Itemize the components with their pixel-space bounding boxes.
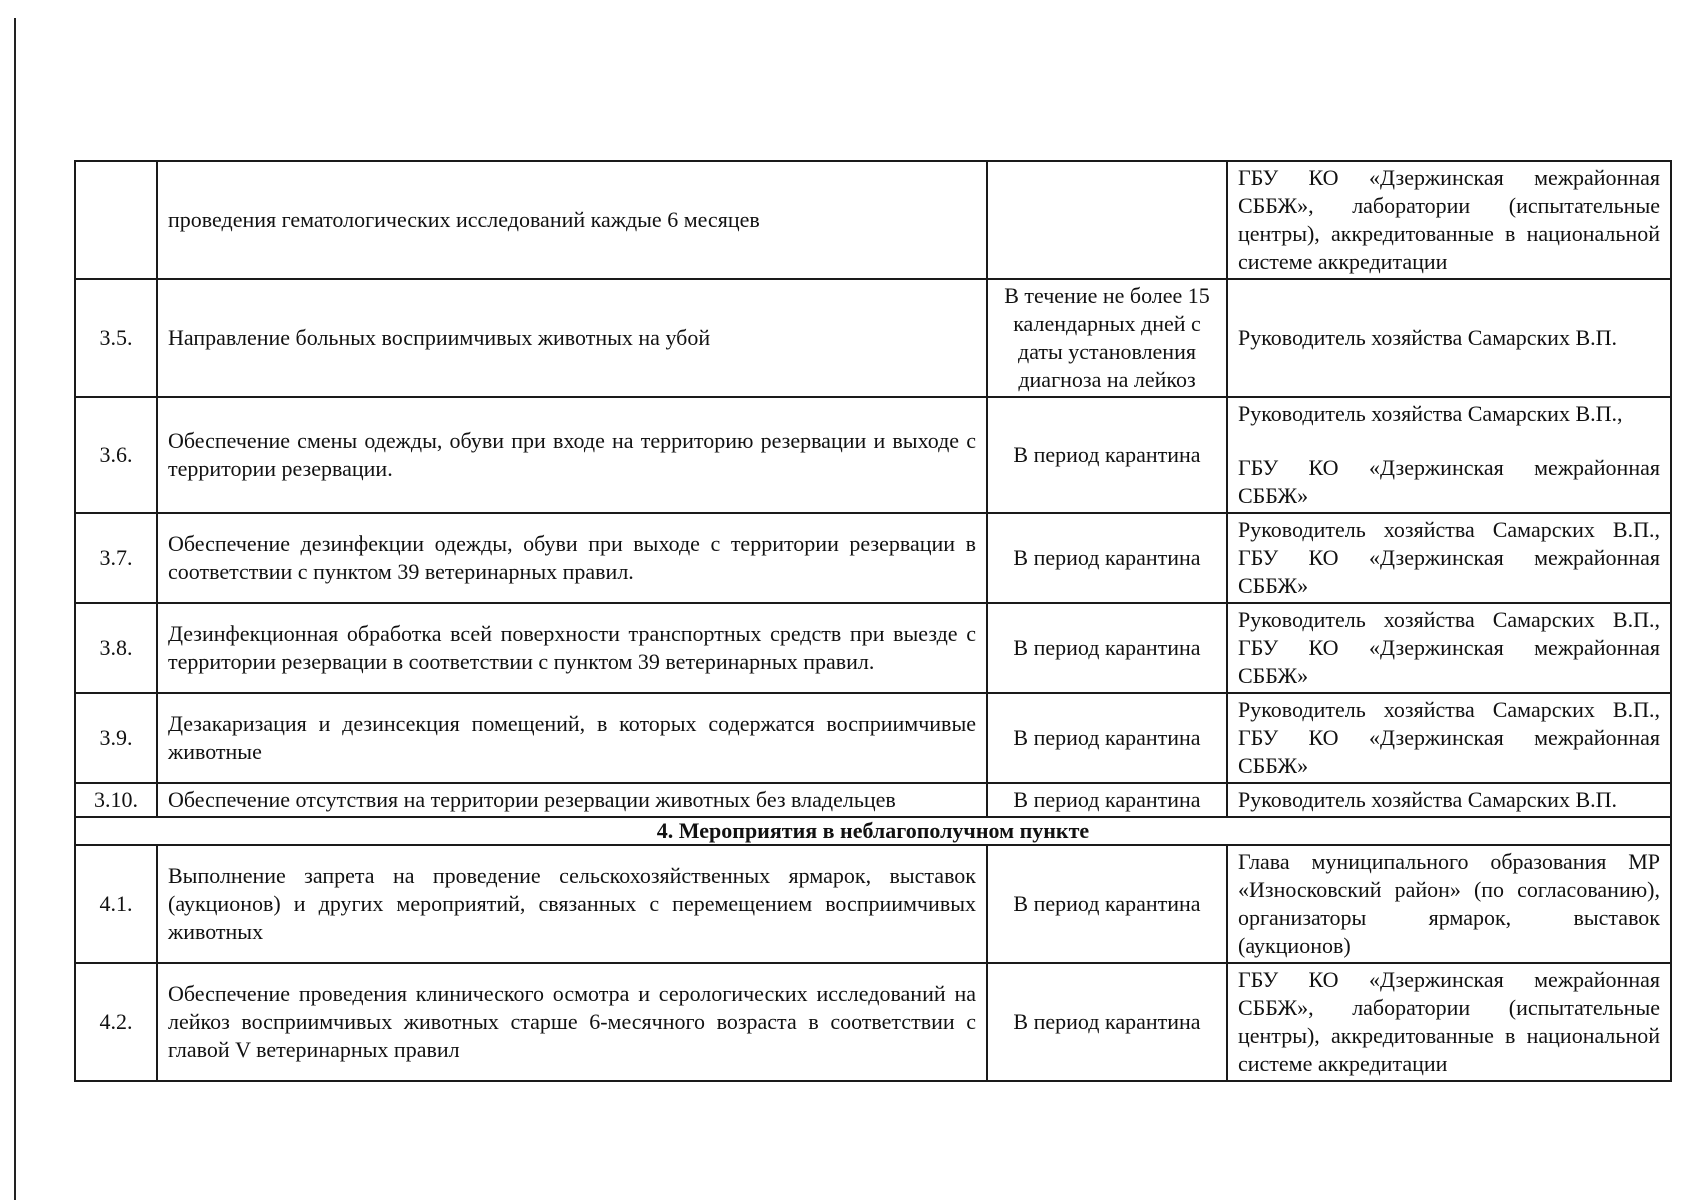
measure-description: Дезакаризация и дезинсекция помещений, в которых содержатся восприимчивые животные bbox=[157, 693, 987, 783]
row-number bbox=[75, 161, 157, 279]
measure-description: Обеспечение проведения клинического осмотра и серологических исследований на лейкоз восприимчивых животных старше 6-месячного возраста в соответствии с главой V ветеринарных правил bbox=[157, 963, 987, 1081]
table-row bbox=[75, 279, 1671, 397]
row-number: 3.8. bbox=[75, 603, 157, 693]
measure-responsible: Руководитель хозяйства Самарских В.П., ГБУ КО «Дзержинская межрайонная СББЖ» bbox=[1227, 693, 1671, 783]
row-number: 3.9. bbox=[75, 693, 157, 783]
measure-period: В период карантина bbox=[987, 693, 1227, 783]
table-row bbox=[75, 693, 1671, 783]
measure-responsible: ГБУ КО «Дзержинская межрайонная СББЖ», лаборатории (испытательные центры), аккредитованные в национальной системе аккредитации bbox=[1227, 963, 1671, 1081]
measure-description: проведения гематологических исследований каждые 6 месяцев bbox=[157, 161, 987, 279]
measure-description: Дезинфекционная обработка всей поверхности транспортных средств при выезде с территории резервации в соответствии с пунктом 39 ветеринарных правил. bbox=[157, 603, 987, 693]
row-number: 3.7. bbox=[75, 513, 157, 603]
measure-responsible: Глава муниципального образования МР «Износковский район» (по согласованию), организаторы ярмарок, выставок (аукционов) bbox=[1227, 845, 1671, 963]
measure-responsible: ГБУ КО «Дзержинская межрайонная СББЖ», лаборатории (испытательные центры), аккредитованные в национальной системе аккредитации bbox=[1227, 161, 1671, 279]
table-row bbox=[75, 603, 1671, 693]
measure-period: В период карантина bbox=[987, 963, 1227, 1081]
measure-period bbox=[987, 161, 1227, 279]
row-number: 3.10. bbox=[75, 783, 157, 817]
measure-responsible: Руководитель хозяйства Самарских В.П. bbox=[1227, 279, 1671, 397]
measure-responsible: Руководитель хозяйства Самарских В.П. bbox=[1227, 783, 1671, 817]
responsible-line: ГБУ КО «Дзержинская межрайонная СББЖ» bbox=[1238, 455, 1660, 508]
measure-responsible bbox=[1227, 397, 1671, 513]
measure-period: В период карантина bbox=[987, 783, 1227, 817]
table-row bbox=[75, 161, 1671, 279]
measure-period: В период карантина bbox=[987, 845, 1227, 963]
measure-description: Обеспечение отсутствия на территории резервации животных без владельцев bbox=[157, 783, 987, 817]
measure-period: В период карантина bbox=[987, 397, 1227, 513]
measure-period: В период карантина bbox=[987, 603, 1227, 693]
table-row bbox=[75, 513, 1671, 603]
row-number: 3.6. bbox=[75, 397, 157, 513]
measure-description: Обеспечение дезинфекции одежды, обуви при выходе с территории резервации в соответствии с пунктом 39 ветеринарных правил. bbox=[157, 513, 987, 603]
measures-table bbox=[74, 160, 1672, 1082]
responsible-gap bbox=[1238, 428, 1660, 454]
measure-description: Обеспечение смены одежды, обуви при входе на территорию резервации и выходе с территории резервации. bbox=[157, 397, 987, 513]
table-row bbox=[75, 963, 1671, 1081]
responsible-line: Руководитель хозяйства Самарских В.П., bbox=[1238, 401, 1623, 426]
row-number: 4.2. bbox=[75, 963, 157, 1081]
row-number: 3.5. bbox=[75, 279, 157, 397]
section-header-row bbox=[75, 817, 1671, 845]
measure-period: В течение не более 15 календарных дней с даты установления диагноза на лейкоз bbox=[987, 279, 1227, 397]
measure-description: Направление больных восприимчивых животных на убой bbox=[157, 279, 987, 397]
measure-description: Выполнение запрета на проведение сельскохозяйственных ярмарок, выставок (аукционов) и других мероприятий, связанных с перемещением восприимчивых животных bbox=[157, 845, 987, 963]
measure-responsible: Руководитель хозяйства Самарских В.П., ГБУ КО «Дзержинская межрайонная СББЖ» bbox=[1227, 513, 1671, 603]
measure-period: В период карантина bbox=[987, 513, 1227, 603]
row-number: 4.1. bbox=[75, 845, 157, 963]
page-margin-line bbox=[14, 18, 16, 1200]
section-title: 4. Мероприятия в неблагополучном пункте bbox=[75, 817, 1671, 845]
table-row bbox=[75, 783, 1671, 817]
table-row bbox=[75, 397, 1671, 513]
table-row bbox=[75, 845, 1671, 963]
measure-responsible: Руководитель хозяйства Самарских В.П., ГБУ КО «Дзержинская межрайонная СББЖ» bbox=[1227, 603, 1671, 693]
